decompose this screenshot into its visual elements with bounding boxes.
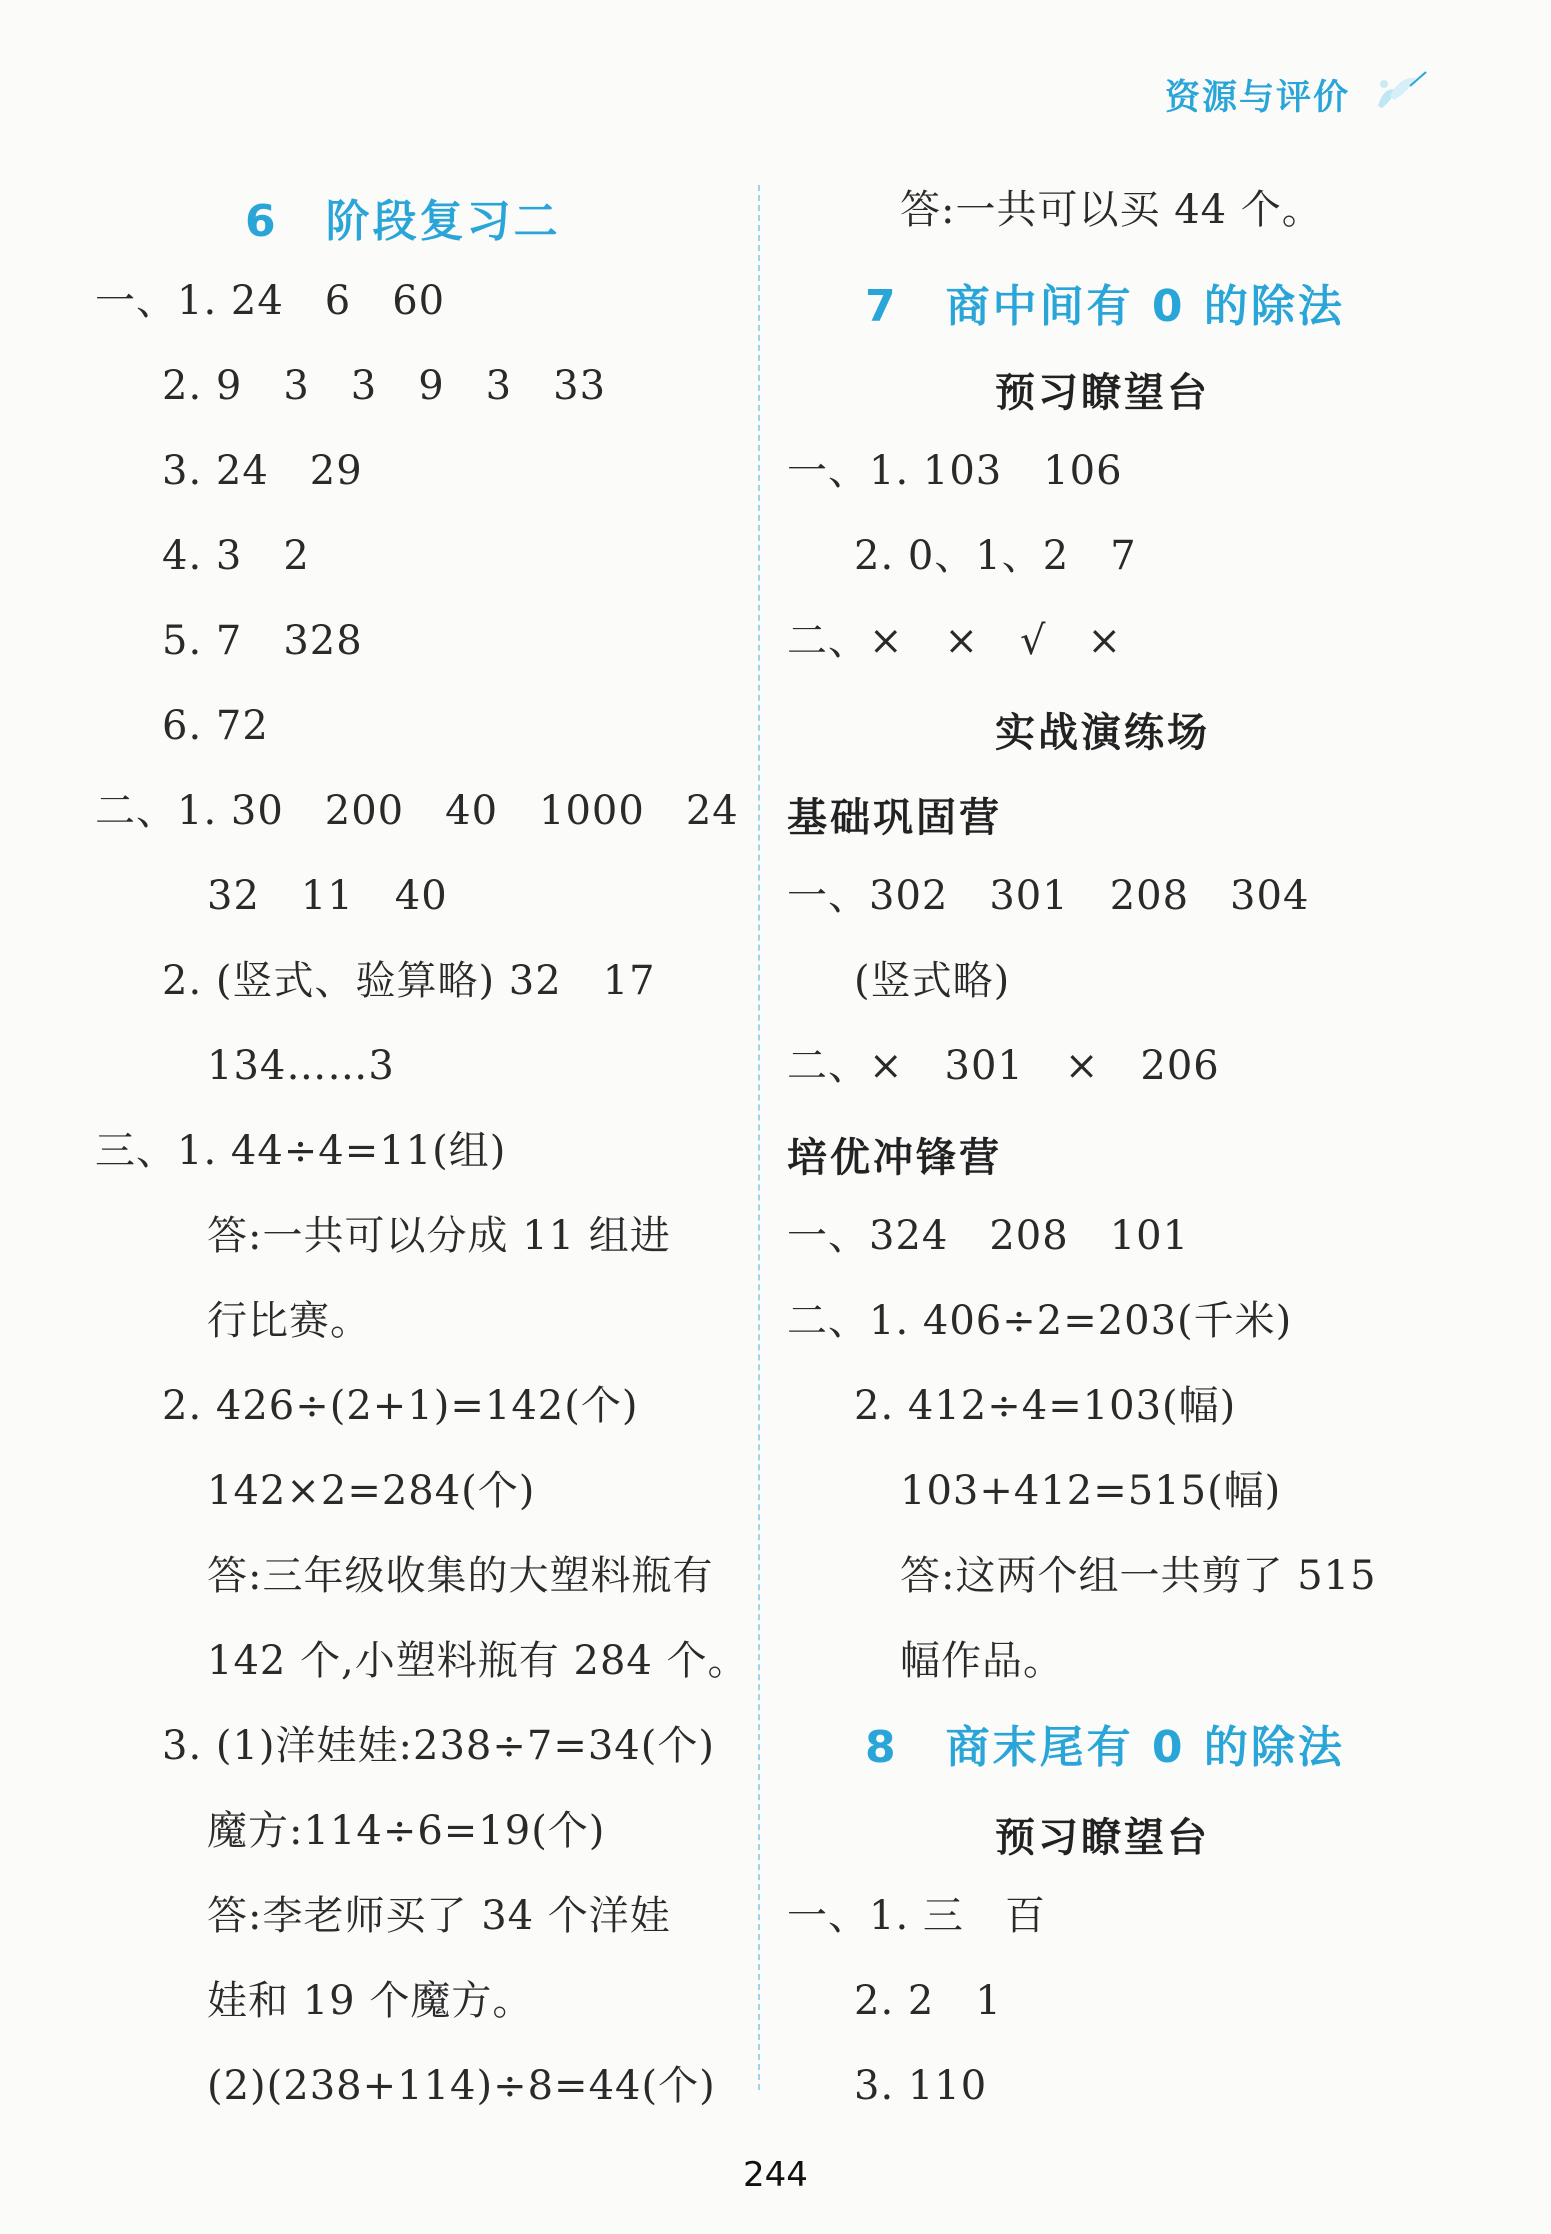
- header-brand: 资源与评价: [1165, 78, 1351, 118]
- answer-line: 娃和 19 个魔方。: [207, 1978, 534, 2024]
- answer-line: 2. (竖式、验算略) 32 17: [162, 958, 656, 1004]
- answer-line: 2. 412÷4=103(幅): [854, 1383, 1237, 1429]
- answer-line: 2. 2 1: [854, 1978, 1002, 2024]
- answer-line: 2. 0、1、2 7: [854, 533, 1137, 579]
- answer-line: 魔方:114÷6=19(个): [207, 1808, 606, 1854]
- column-divider: [758, 185, 760, 2090]
- answer-line: 二、1. 30 200 40 1000 24: [95, 788, 739, 834]
- answer-line: 142 个,小塑料瓶有 284 个。: [207, 1638, 749, 1684]
- preview-heading: 预习瞭望台: [995, 370, 1210, 416]
- answer-line: 134……3: [207, 1043, 395, 1089]
- answer-line: 三、1. 44÷4=11(组): [95, 1128, 507, 1174]
- answer-line: 4. 3 2: [162, 533, 310, 579]
- answer-line: 答:一共可以分成 11 组进: [207, 1213, 671, 1259]
- section-7-title: 7 商中间有 0 的除法: [865, 281, 1345, 332]
- basic-heading: 基础巩固营: [787, 795, 1002, 841]
- section-8-title: 8 商末尾有 0 的除法: [865, 1722, 1345, 1773]
- practice-heading: 实战演练场: [995, 710, 1210, 756]
- advanced-heading: 培优冲锋营: [787, 1135, 1002, 1181]
- answer-line: 答:三年级收集的大塑料瓶有: [207, 1553, 714, 1599]
- answer-line: 3. (1)洋娃娃:238÷7=34(个): [162, 1723, 715, 1769]
- answer-line: 3. 24 29: [162, 448, 363, 494]
- answer-line: 5. 7 328: [162, 618, 363, 664]
- answer-line: 幅作品。: [900, 1638, 1064, 1684]
- answer-line: 二、× × √ ×: [787, 618, 1123, 664]
- answer-line: 一、1. 103 106: [787, 448, 1123, 494]
- answer-line: (2)(238+114)÷8=44(个): [207, 2063, 716, 2109]
- answer-line: 答:李老师买了 34 个洋娃: [207, 1893, 671, 1939]
- brand-decoration-icon: [1370, 66, 1430, 116]
- answer-line: 6. 72: [162, 703, 269, 749]
- answer-line: 2. 9 3 3 9 3 33: [162, 363, 607, 409]
- answer-line: 一、302 301 208 304: [787, 873, 1310, 919]
- preview-heading: 预习瞭望台: [995, 1815, 1210, 1861]
- section-6-title: 6 阶段复习二: [245, 196, 561, 247]
- answer-line: 103+412=515(幅): [900, 1468, 1282, 1514]
- answer-line: 32 11 40: [207, 873, 448, 919]
- answer-line: 答:这两个组一共剪了 515: [900, 1553, 1377, 1599]
- page-number: 244: [743, 2155, 808, 2195]
- answer-line: 一、324 208 101: [787, 1213, 1190, 1259]
- answer-line: 3. 110: [854, 2063, 988, 2109]
- answer-line: 二、1. 406÷2=203(千米): [787, 1298, 1293, 1344]
- answer-line: (竖式略): [854, 958, 1011, 1004]
- answer-line: 2. 426÷(2+1)=142(个): [162, 1383, 639, 1429]
- answer-line: 答:一共可以买 44 个。: [900, 187, 1323, 233]
- answer-line: 一、1. 三 百: [787, 1893, 1046, 1939]
- answer-line: 行比赛。: [207, 1298, 371, 1344]
- answer-line: 一、1. 24 6 60: [95, 278, 446, 324]
- answer-line: 142×2=284(个): [207, 1468, 536, 1514]
- answer-line: 二、× 301 × 206: [787, 1043, 1220, 1089]
